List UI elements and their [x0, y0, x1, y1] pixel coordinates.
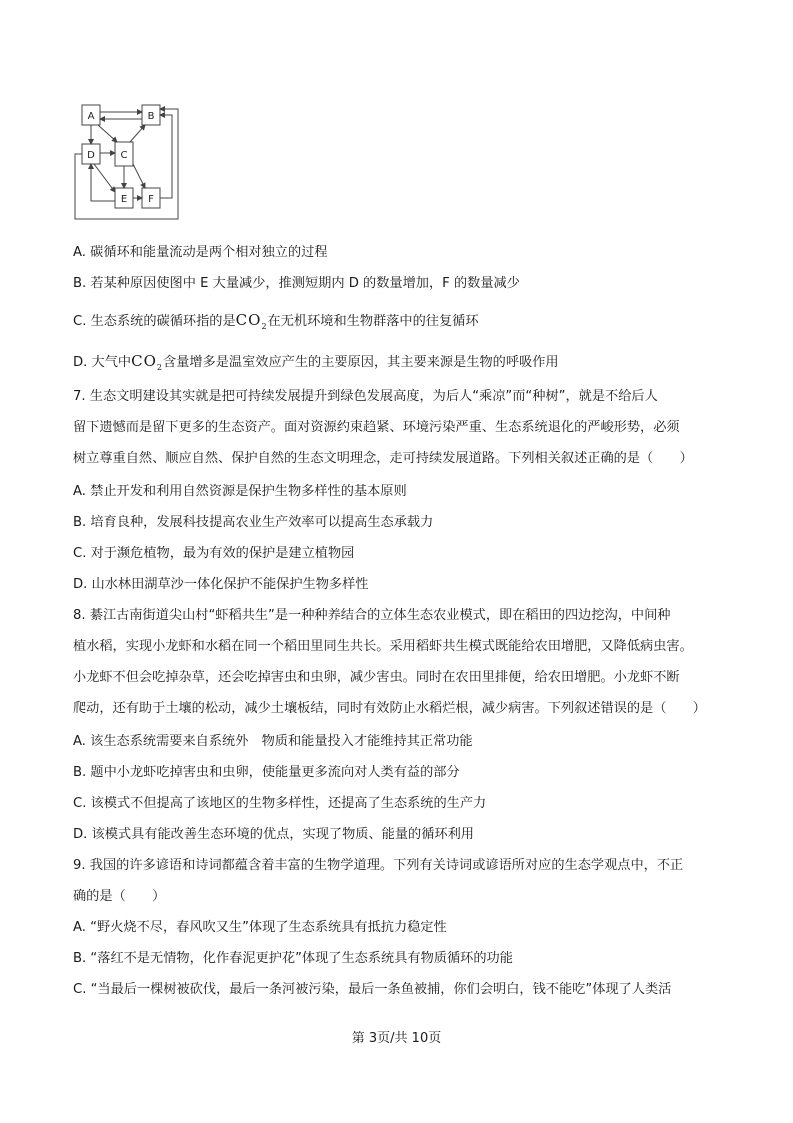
- q7-option-c: C. 对于濒危植物，最为有效的保护是建立植物园: [73, 546, 355, 561]
- co2-main: CO: [131, 352, 157, 370]
- node-d-label: D: [87, 150, 95, 161]
- page-footer: 第 3页/共 10页: [351, 1031, 442, 1046]
- node-c-label: C: [120, 150, 128, 161]
- co2-main: CO: [235, 311, 262, 329]
- q8-option-c: C. 该模式不但提高了该地区的生物多样性，还提高了生态系统的生产力: [73, 796, 487, 811]
- q8-option-b: B. 题中小龙虾吃掉害虫和虫卵，使能量更多流向对人类有益的部分: [73, 765, 460, 780]
- q8-option-a: A. 该生态系统需要来自系统外 物质和能量投入才能维持其正常功能: [73, 734, 473, 749]
- q8-stem-line-2: 植水稻，实现小龙虾和水稻在同一个稻田里同生共长。采用稻虾共生模式既能给农田增肥，又降低病虫害。: [73, 639, 693, 654]
- q9-stem-line-1: 9. 我国的许多谚语和诗词都蕴含着丰富的生物学道理。下列有关诗词或谚语所对应的生态学观点中，不正: [73, 858, 684, 873]
- q8-stem-line-4: 爬动，还有助于土壤的松动，减少土壤板结，同时有效防止水稻烂根，减少病害。下列叙述错误的是（ ）: [73, 701, 706, 716]
- q7-option-a: A. 禁止开发和利用自然资源是保护生物多样性的基本原则: [73, 484, 407, 499]
- node-a-label: A: [87, 111, 95, 122]
- q7-stem-line-3: 树立尊重自然、顺应自然、保护自然的生态文明理念，走可持续发展道路。下列相关叙述正确的是（ ）: [73, 451, 693, 466]
- node-f-label: F: [148, 194, 154, 205]
- q6-option-d: [73, 352, 559, 377]
- q6-option-c-post: 在无机环境和生物群落中的往复循环: [267, 314, 479, 329]
- carbon-cycle-diagram: [72, 97, 182, 227]
- q7-option-d: D. 山水林田湖草沙一体化保护不能保护生物多样性: [73, 577, 369, 592]
- q6-option-d-post: 含量增多是温室效应产生的主要原因，其主要来源是生物的呼吸作用: [162, 355, 559, 370]
- q9-option-a: A. “野火烧不尽，春风吹又生”体现了生态系统具有抵抗力稳定性: [73, 920, 447, 935]
- co2-formula: [236, 311, 268, 329]
- q7-stem-line-1: 7. 生态文明建设其实就是把可持续发展提升到绿色发展高度，为后人“乘凉”而“种树”，就是不给后人: [73, 389, 658, 404]
- q9-option-c: C. “当最后一棵树被砍伐，最后一条河被污染，最后一条鱼被捕，你们会明白，钱不能吃”体现了人类活: [73, 982, 672, 997]
- q8-stem-line-3: 小龙虾不但会吃掉杂草，还会吃掉害虫和虫卵，减少害虫。同时在农田里排便，给农田增肥。小龙虾不断: [73, 670, 680, 685]
- q6-option-b: B. 若某种原因使图中 E 大量减少，推测短期内 D 的数量增加，F 的数量减少: [73, 276, 520, 291]
- co2-sub: 2: [261, 322, 268, 331]
- q9-stem-line-2: 确的是（ ）: [73, 889, 166, 904]
- co2-formula: [131, 352, 163, 370]
- q8-stem-line-1: 8. 綦江古南街道尖山村“虾稻共生”是一种种养结合的立体生态农业模式，即在稻田的四边挖沟，中间种: [73, 608, 671, 623]
- q6-option-d-pre: D. 大气中: [73, 355, 132, 370]
- co2-sub: 2: [156, 363, 163, 372]
- node-b-label: B: [147, 111, 155, 122]
- q7-option-b: B. 培育良种，发展科技提高农业生产效率可以提高生态承载力: [73, 515, 434, 530]
- q6-option-a: A. 碳循环和能量流动是两个相对独立的过程: [73, 245, 328, 260]
- node-e-label: E: [120, 194, 128, 205]
- q6-option-c-pre: C. 生态系统的碳循环指的是: [73, 314, 236, 329]
- q9-option-b: B. “落红不是无情物，化作春泥更护花”体现了生态系统具有物质循环的功能: [73, 951, 513, 966]
- q7-stem-line-2: 留下遗憾而是留下更多的生态资产。面对资源约束趋紧、环境污染严重、生态系统退化的严峻形势，必须: [73, 420, 680, 435]
- q6-option-c: [73, 311, 479, 336]
- q8-option-d: D. 该模式具有能改善生态环境的优点，实现了物质、能量的循环利用: [73, 827, 474, 842]
